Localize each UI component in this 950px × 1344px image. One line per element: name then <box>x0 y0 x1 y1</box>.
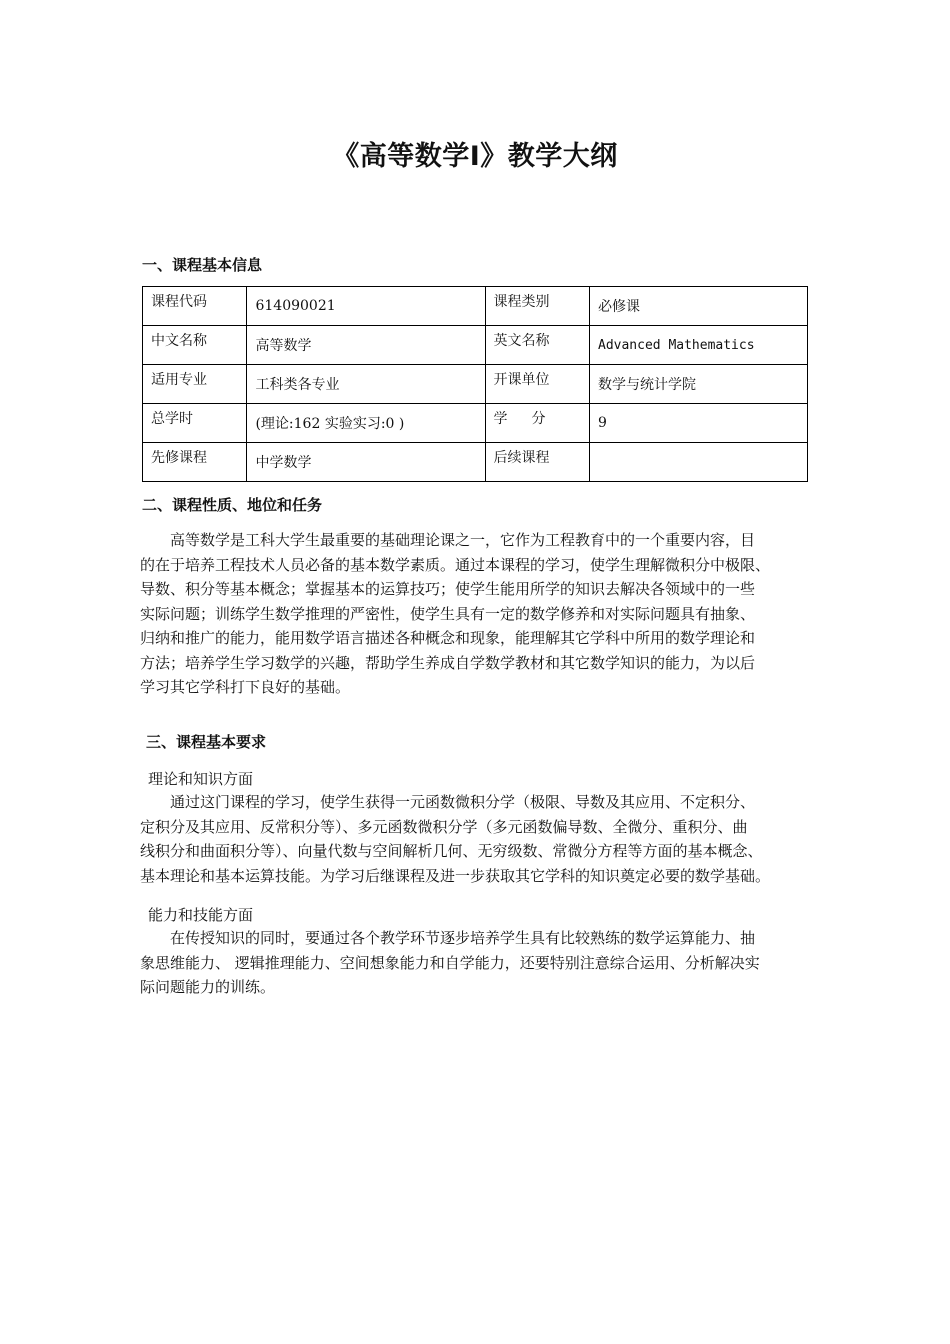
value-department: 数学与统计学院 <box>590 365 808 404</box>
section2-paragraph <box>140 528 812 700</box>
subsection-skills-heading: 能力和技能方面 <box>148 906 254 924</box>
table-row <box>143 404 808 443</box>
paragraph-line: 的在于培养工程技术人员必备的基本数学素质。通过本课程的学习，使学生理解微积分中极限、 <box>140 555 771 574</box>
label-course-code: 课程代码 <box>143 287 247 326</box>
paragraph-line: 实际问题；训练学生数学推理的严密性，使学生具有一定的数学修养和对实际问题具有抽象、 <box>140 604 756 623</box>
paragraph-line: 定积分及其应用、反常积分等）、多元函数微积分学（多元函数偏导数、全微分、重积分、曲 <box>140 817 748 836</box>
paragraph-line: 高等数学是工科大学生最重要的基础理论课之一，它作为工程教育中的一个重要内容，目 <box>170 531 756 549</box>
paragraph-line: 通过这门课程的学习，使学生获得一元函数微积分学（极限、导数及其应用、不定积分、 <box>170 793 756 811</box>
paragraph-line: 线积分和曲面积分等）、向量代数与空间解析几何、无穷级数、常微分方程等方面的基本概念、 <box>140 842 763 860</box>
table-row <box>143 287 808 326</box>
table-row <box>143 365 808 404</box>
table-row <box>143 326 808 365</box>
paragraph-line: 导数、积分等基本概念；掌握基本的运算技巧；使学生能用所学的知识去解决各领域中的一些 <box>140 580 756 598</box>
section2-heading: 二、课程性质、地位和任务 <box>142 496 323 514</box>
paragraph-line: 归纳和推广的能力，能用数学语言描述各种概念和现象，能理解其它学科中所用的数学理论和 <box>140 629 756 647</box>
value-credits: 9 <box>590 404 808 443</box>
paragraph-line: 基本理论和基本运算技能。为学习后继课程及进一步获取其它学科的知识奠定必要的数学基础。 <box>140 866 771 885</box>
label-prerequisite: 先修课程 <box>143 443 247 482</box>
theory-paragraph <box>140 790 812 888</box>
section1-heading: 一、课程基本信息 <box>142 256 263 274</box>
value-followup <box>590 443 808 482</box>
value-chinese-name: 高等数学 <box>247 326 485 365</box>
table-row <box>143 443 808 482</box>
paragraph-line: 在传授知识的同时，要通过各个教学环节逐步培养学生具有比较熟练的数学运算能力、抽 <box>170 929 756 947</box>
label-chinese-name: 中文名称 <box>143 326 247 365</box>
section3-heading: 三、课程基本要求 <box>146 733 267 751</box>
label-major: 适用专业 <box>143 365 247 404</box>
label-followup: 后续课程 <box>485 443 589 482</box>
paragraph-line: 象思维能力、 逻辑推理能力、空间想象能力和自学能力，还要特别注意综合运用、分析解决实 <box>140 953 760 972</box>
label-total-hours: 总学时 <box>143 404 247 443</box>
paragraph-line: 方法；培养学生学习数学的兴趣，帮助学生养成自学数学教材和其它数学知识的能力，为以后 <box>140 653 756 672</box>
label-course-type: 课程类别 <box>485 287 589 326</box>
value-major: 工科类各专业 <box>247 365 485 404</box>
label-department: 开课单位 <box>485 365 589 404</box>
value-total-hours: (理论:162 实验实习:0 ) <box>247 404 485 443</box>
paragraph-line: 际问题能力的训练。 <box>140 978 276 996</box>
course-info-table <box>142 286 808 482</box>
value-course-code: 614090021 <box>247 287 485 326</box>
skills-paragraph <box>140 926 812 1000</box>
paragraph-line: 学习其它学科打下良好的基础。 <box>140 678 351 696</box>
document-title: 《高等数学Ⅰ》教学大纲 <box>332 141 618 172</box>
label-credits: 学分 <box>485 404 589 443</box>
value-course-type: 必修课 <box>590 287 808 326</box>
label-english-name: 英文名称 <box>485 326 589 365</box>
subsection-theory-heading: 理论和知识方面 <box>148 770 254 788</box>
value-english-name: Advanced Mathematics <box>590 326 808 365</box>
value-prerequisite: 中学数学 <box>247 443 485 482</box>
